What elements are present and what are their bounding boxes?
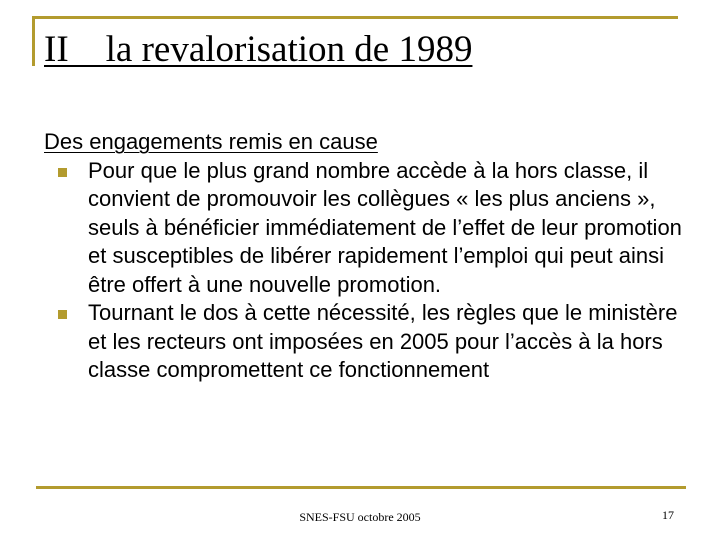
page-number: 17 (662, 508, 674, 522)
title-frame-left (32, 16, 35, 66)
bullet-text: Pour que le plus grand nombre accède à la hors classe, il convient de promouvoir les collègues « les plus anciens », seuls à bénéficier immédiatement de l’effet de leur promotion et susceptibles de libérer rapidement l’emploi qui peut ainsi être offert à une nouvelle promotion. (88, 157, 682, 297)
slide-title: II la revalorisation de 1989 (44, 29, 473, 70)
square-bullet-icon (58, 168, 67, 177)
footer-divider (36, 486, 686, 489)
title-frame-top (32, 16, 678, 19)
bullet-item (44, 157, 694, 300)
bullet-text: Tournant le dos à cette nécessité, les règles que le ministère et les recteurs ont imposées en 2005 pour l’accès à la hors classe compromettent ce fonctionnement (88, 300, 678, 382)
bullet-item (44, 299, 694, 385)
footer-text: SNES-FSU octobre 2005 (299, 510, 421, 524)
square-bullet-icon (58, 310, 67, 319)
slide-body (44, 128, 694, 385)
intro-heading: Des engagements remis en cause (44, 129, 378, 154)
